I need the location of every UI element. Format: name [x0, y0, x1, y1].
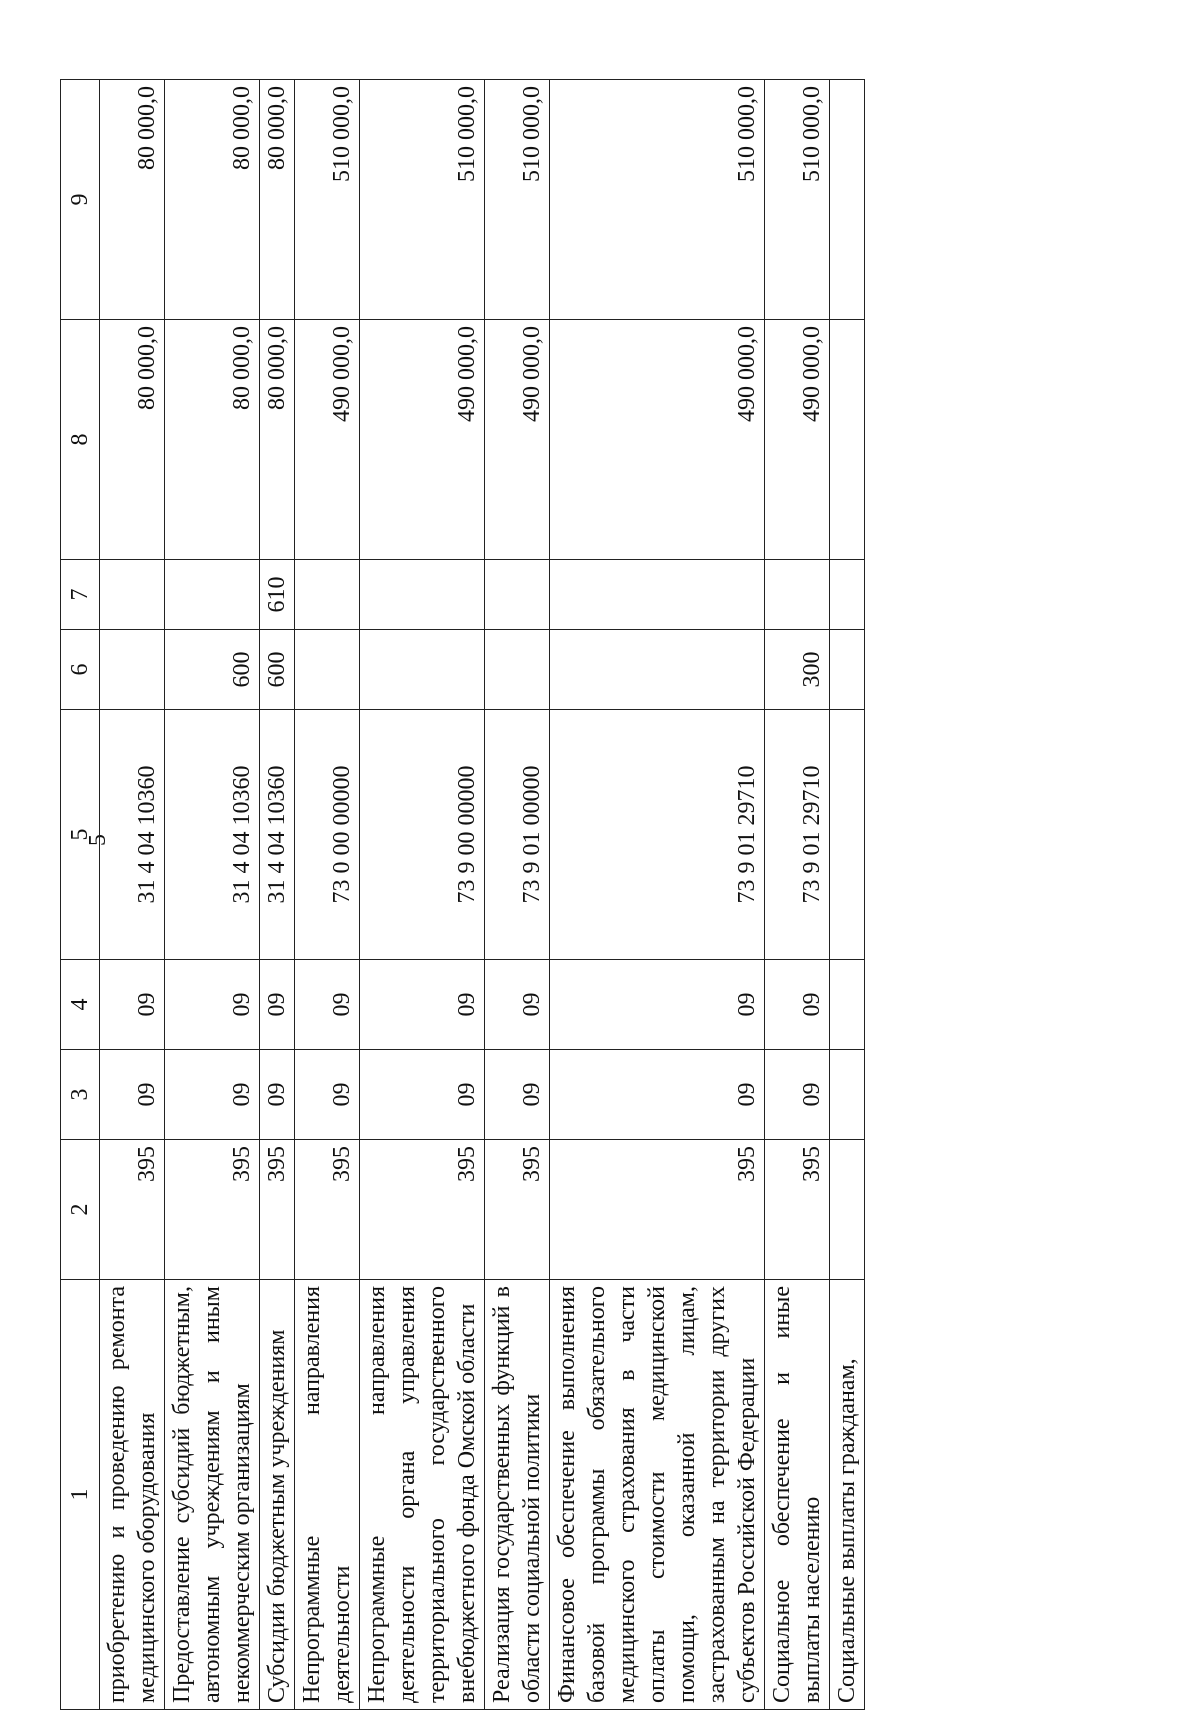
cell-target-article: 73 9 00 00000 [360, 710, 485, 960]
cell-subsection: 09 [165, 960, 260, 1050]
cell-admin-code: 395 [360, 1140, 485, 1280]
cell-expense-group [295, 630, 360, 710]
table-row [765, 80, 830, 1710]
cell-amount-year-2 [830, 80, 865, 320]
table-row [100, 80, 165, 1710]
column-header-9: 9 [61, 80, 100, 320]
table-row [260, 80, 295, 1710]
table-row [830, 80, 865, 1710]
column-header-3: 3 [61, 1050, 100, 1140]
column-header-7: 7 [61, 560, 100, 630]
cell-amount-year-1: 490 000,0 [765, 320, 830, 560]
row-description: Реализация государственных функций в области социальной политики [485, 1280, 550, 1710]
row-description: Предоставление субсидий бюджетным, автономным учреждениям и иным некоммерческим организациям [165, 1280, 260, 1710]
row-description: приобретению и проведению ремонта медицинского оборудования [100, 1280, 165, 1710]
cell-expense-subgroup [485, 560, 550, 630]
row-description: Непрограммные направления деятельности [295, 1280, 360, 1710]
cell-target-article: 31 4 04 10360 [165, 710, 260, 960]
cell-subsection: 09 [765, 960, 830, 1050]
cell-subsection: 09 [485, 960, 550, 1050]
cell-subsection: 09 [550, 960, 765, 1050]
cell-expense-group [830, 630, 865, 710]
table-row [295, 80, 360, 1710]
header-row [61, 80, 100, 1710]
cell-admin-code: 395 [295, 1140, 360, 1280]
row-description: Субсидии бюджетным учреждениям [260, 1280, 295, 1710]
cell-admin-code: 395 [165, 1140, 260, 1280]
cell-expense-group [100, 630, 165, 710]
table-row [360, 80, 485, 1710]
cell-amount-year-1: 490 000,0 [295, 320, 360, 560]
table-row [485, 80, 550, 1710]
cell-section: 09 [295, 1050, 360, 1140]
cell-amount-year-1: 80 000,0 [260, 320, 295, 560]
budget-table [60, 79, 865, 1710]
cell-amount-year-1: 490 000,0 [485, 320, 550, 560]
cell-section: 09 [100, 1050, 165, 1140]
column-header-2: 2 [61, 1140, 100, 1280]
cell-admin-code: 395 [485, 1140, 550, 1280]
cell-amount-year-2: 510 000,0 [295, 80, 360, 320]
cell-target-article: 73 9 01 00000 [485, 710, 550, 960]
cell-expense-subgroup [830, 560, 865, 630]
cell-target-article: 31 4 04 10360 [100, 710, 165, 960]
row-description: Финансовое обеспечение выполнения базовой программы обязательного медицинского страхования в части оплаты стоимости медицинской помощи, оказанной лицам, застрахованным на территории других субъектов Российской Федерации [550, 1280, 765, 1710]
cell-target-article: 73 0 00 00000 [295, 710, 360, 960]
cell-amount-year-1 [830, 320, 865, 560]
cell-expense-group [485, 630, 550, 710]
cell-amount-year-2: 510 000,0 [360, 80, 485, 320]
budget-table-container [60, 80, 970, 1710]
column-header-8: 8 [61, 320, 100, 560]
cell-admin-code: 395 [550, 1140, 765, 1280]
cell-expense-subgroup [550, 560, 765, 630]
page-number: 5 [85, 834, 111, 846]
column-header-4: 4 [61, 960, 100, 1050]
cell-amount-year-1: 490 000,0 [360, 320, 485, 560]
cell-expense-group: 600 [260, 630, 295, 710]
cell-expense-group: 600 [165, 630, 260, 710]
cell-expense-subgroup [765, 560, 830, 630]
cell-subsection: 09 [295, 960, 360, 1050]
table-row [165, 80, 260, 1710]
cell-expense-group [360, 630, 485, 710]
cell-section: 09 [765, 1050, 830, 1140]
cell-section: 09 [550, 1050, 765, 1140]
cell-subsection: 09 [360, 960, 485, 1050]
cell-section: 09 [165, 1050, 260, 1140]
cell-amount-year-1: 80 000,0 [165, 320, 260, 560]
cell-target-article: 73 9 01 29710 [550, 710, 765, 960]
cell-expense-subgroup: 610 [260, 560, 295, 630]
cell-amount-year-1: 80 000,0 [100, 320, 165, 560]
cell-admin-code: 395 [765, 1140, 830, 1280]
cell-expense-subgroup [100, 560, 165, 630]
cell-amount-year-2: 510 000,0 [765, 80, 830, 320]
column-header-5: 5 [61, 710, 100, 960]
cell-section: 09 [260, 1050, 295, 1140]
column-header-1: 1 [61, 1280, 100, 1710]
cell-admin-code [830, 1140, 865, 1280]
cell-section: 09 [360, 1050, 485, 1140]
cell-target-article [830, 710, 865, 960]
cell-admin-code: 395 [260, 1140, 295, 1280]
cell-expense-group: 300 [765, 630, 830, 710]
cell-target-article: 31 4 04 10360 [260, 710, 295, 960]
cell-amount-year-2: 80 000,0 [260, 80, 295, 320]
cell-amount-year-2: 80 000,0 [165, 80, 260, 320]
column-header-6: 6 [61, 630, 100, 710]
cell-amount-year-2: 510 000,0 [485, 80, 550, 320]
cell-subsection: 09 [100, 960, 165, 1050]
cell-expense-subgroup [360, 560, 485, 630]
cell-admin-code: 395 [100, 1140, 165, 1280]
row-description: Социальные выплаты гражданам, [830, 1280, 865, 1710]
cell-expense-subgroup [165, 560, 260, 630]
cell-amount-year-2: 510 000,0 [550, 80, 765, 320]
row-description: Социальное обеспечение и иные выплаты населению [765, 1280, 830, 1710]
cell-expense-group [550, 630, 765, 710]
cell-section: 09 [485, 1050, 550, 1140]
cell-expense-subgroup [295, 560, 360, 630]
cell-section [830, 1050, 865, 1140]
table-row [550, 80, 765, 1710]
cell-subsection: 09 [260, 960, 295, 1050]
row-description: Непрограммные направления деятельности органа управления территориального государственного внебюджетного фонда Омской области [360, 1280, 485, 1710]
cell-target-article: 73 9 01 29710 [765, 710, 830, 960]
cell-amount-year-1: 490 000,0 [550, 320, 765, 560]
cell-amount-year-2: 80 000,0 [100, 80, 165, 320]
cell-subsection [830, 960, 865, 1050]
